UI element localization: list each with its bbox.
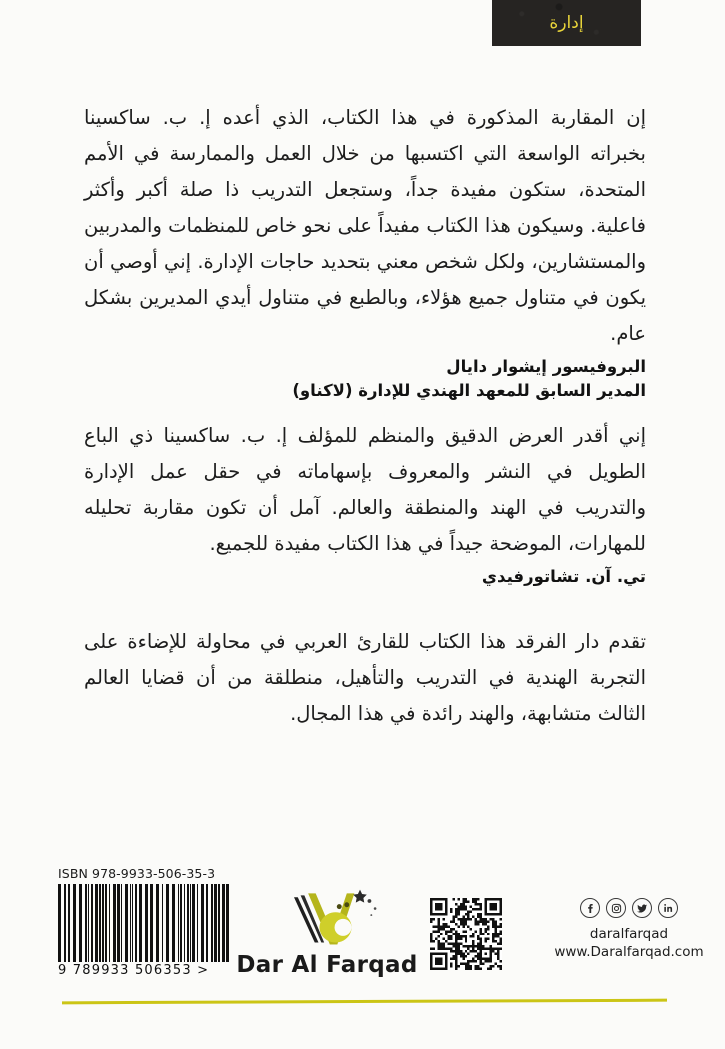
- cover-footer: [0, 866, 725, 996]
- barcode-group: [58, 866, 234, 978]
- linkedin-icon[interactable]: [658, 898, 678, 918]
- website-url[interactable]: www.Daralfarqad.com: [554, 944, 704, 960]
- social-block: [545, 898, 713, 961]
- publisher-name: Dar Al Farqad: [236, 952, 418, 978]
- instagram-icon[interactable]: [606, 898, 626, 918]
- endorsement-attribution-1-name: البروفيسور إيشوار دايال: [446, 357, 646, 376]
- back-cover-text: [84, 100, 646, 736]
- barcode-digits: 9 789933 506353 >: [58, 963, 210, 978]
- isbn-text: ISBN 978-9933-506-35-3: [58, 866, 216, 881]
- bottom-accent-rule: [62, 999, 667, 1005]
- twitter-icon[interactable]: [632, 898, 652, 918]
- endorsement-attribution-2-name: تي. آن. تشاتورفيدي: [481, 567, 646, 586]
- endorsement-block-1: [84, 100, 646, 402]
- endorsement-attribution-1-title: المدير السابق للمعهد الهندي للإدارة (لاكناو): [292, 381, 646, 400]
- publisher-note-block: [84, 624, 646, 732]
- spacer: [84, 604, 646, 624]
- publisher-logo-group: [234, 884, 420, 978]
- endorsement-paragraph-1: إن المقاربة المذكورة في هذا الكتاب، الذي أعده إ. ب. ساكسينا بخبراته الواسعة التي اكتسبها من خلال العمل والممارسة في الأمم المتحدة، ستكون مفيدة جداً، وستجعل التدريب ذا صلة أكبر وأكثر فاعلية. وسيكون هذا الكتاب مفيداً على نحو خاص للمنظمات والمدربين والمستشارين، ولكل شخص معني بتحديد حاجات الإدارة. إني أوصي أن يكون في متناول جميع هؤلاء، وبالطبع في متناول أيدي المديرين بشكل عام.: [84, 106, 646, 345]
- qr-code-image[interactable]: [430, 898, 502, 970]
- barcode-image: [58, 884, 230, 962]
- endorsement-block-2: [84, 418, 646, 588]
- category-banner-label: إدارة: [549, 13, 584, 33]
- social-handle: daralfarqad: [589, 926, 669, 942]
- social-icon-row: [545, 898, 713, 918]
- publisher-note-paragraph: تقدم دار الفرقد هذا الكتاب للقارئ العربي في محاولة للإضاءة على التجربة الهندية في التدريب والتأهيل، منطلقة من أن قضايا العالم الثالث متشابهة، والهند رائدة في هذا المجال.: [84, 630, 646, 725]
- qr-code[interactable]: [430, 898, 502, 974]
- category-banner: [492, 0, 641, 46]
- facebook-icon[interactable]: [580, 898, 600, 918]
- dar-al-farqad-logo-mark: [252, 884, 402, 950]
- endorsement-paragraph-2: إني أقدر العرض الدقيق والمنظم للمؤلف إ. ب. ساكسينا ذي الباع الطويل في النشر والمعروف بإسهاماته في حقل عمل الإدارة والتدريب في الهند والمنطقة والعالم. آمل أن تكون مقاربة تحليله للمهارات، الموضحة جيداً في هذا الكتاب مفيدة للجميع.: [84, 424, 646, 555]
